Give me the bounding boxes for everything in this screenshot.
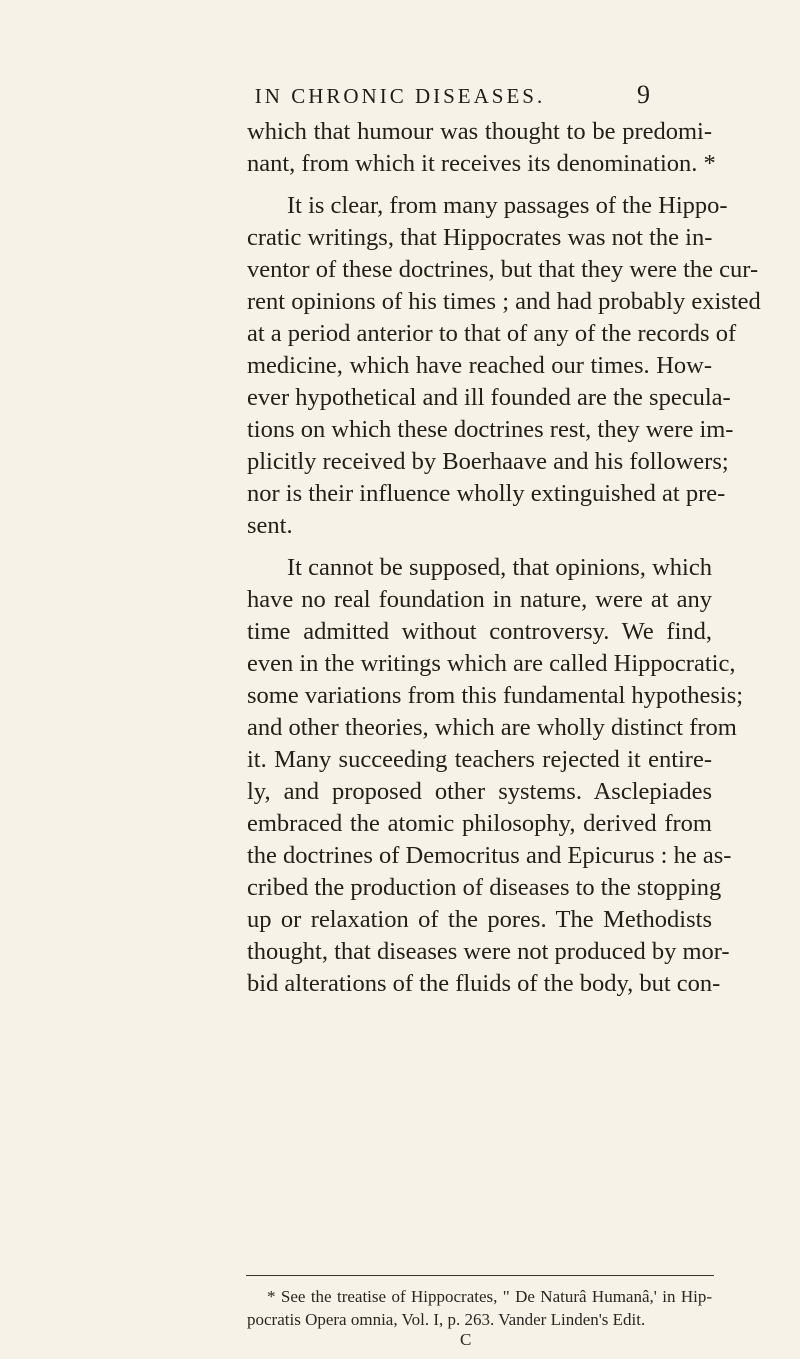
text-line: medicine, which have reached our times. How-: [247, 352, 712, 379]
footnote-rule: [246, 1275, 714, 1276]
text-line: up or relaxation of the pores. The Methodists: [247, 906, 712, 933]
text-line: ever hypothetical and ill founded are the specula-: [247, 384, 731, 411]
paragraph-3: [247, 552, 744, 1000]
text-line: sent.: [247, 512, 293, 539]
text-line: plicitly received by Boerhaave and his followers;: [247, 448, 729, 475]
page-number: 9: [637, 80, 650, 109]
text-line: some variations from this fundamental hypothesis;: [247, 682, 744, 709]
text-line: nor is their influence wholly extinguished at pre-: [247, 480, 726, 507]
running-head: IN CHRONIC DISEASES.: [254, 84, 546, 108]
text-line: ventor of these doctrines, but that they were the cur-: [247, 256, 759, 283]
text-line: bid alterations of the fluids of the body, but con-: [247, 970, 721, 997]
text-line: even in the writings which are called Hippocratic,: [247, 650, 736, 677]
text-line: have no real foundation in nature, were at any: [247, 586, 712, 613]
text-line: ly, and proposed other systems. Asclepiades: [247, 778, 712, 805]
text-line: which that humour was thought to be predomi-: [247, 118, 712, 145]
text-line: nant, from which it receives its denomination. *: [247, 150, 716, 177]
paragraph-1: [247, 116, 716, 180]
text-line: cratic writings, that Hippocrates was not the in-: [247, 224, 713, 251]
text-line: and other theories, which are wholly distinct from: [247, 714, 737, 741]
text-line: the doctrines of Democritus and Epicurus : he as-: [247, 842, 732, 869]
body-text: [247, 116, 761, 1010]
text-line: It cannot be supposed, that opinions, which: [287, 554, 712, 581]
text-line: at a period anterior to that of any of the records of: [247, 320, 737, 347]
signature-mark: C: [460, 1330, 472, 1349]
text-line: it. Many succeeding teachers rejected it entire-: [247, 746, 712, 773]
text-line: rent opinions of his times ; and had probably existed: [247, 288, 761, 315]
text-line: time admitted without controversy. We find,: [247, 618, 712, 645]
text-line: embraced the atomic philosophy, derived from: [247, 810, 712, 837]
text-line: cribed the production of diseases to the stopping: [247, 874, 722, 901]
paragraph-2: [247, 190, 761, 542]
text-line: thought, that diseases were not produced by mor-: [247, 938, 730, 965]
footnote: [247, 1285, 712, 1331]
footnote-line: pocratis Opera omnia, Vol. I, p. 263. Vander Linden's Edit.: [247, 1310, 646, 1329]
footnote-line: * See the treatise of Hippocrates, " De Naturâ Humanâ,' in Hip-: [267, 1287, 712, 1306]
text-line: It is clear, from many passages of the Hippo-: [287, 192, 728, 219]
text-line: tions on which these doctrines rest, they were im-: [247, 416, 734, 443]
